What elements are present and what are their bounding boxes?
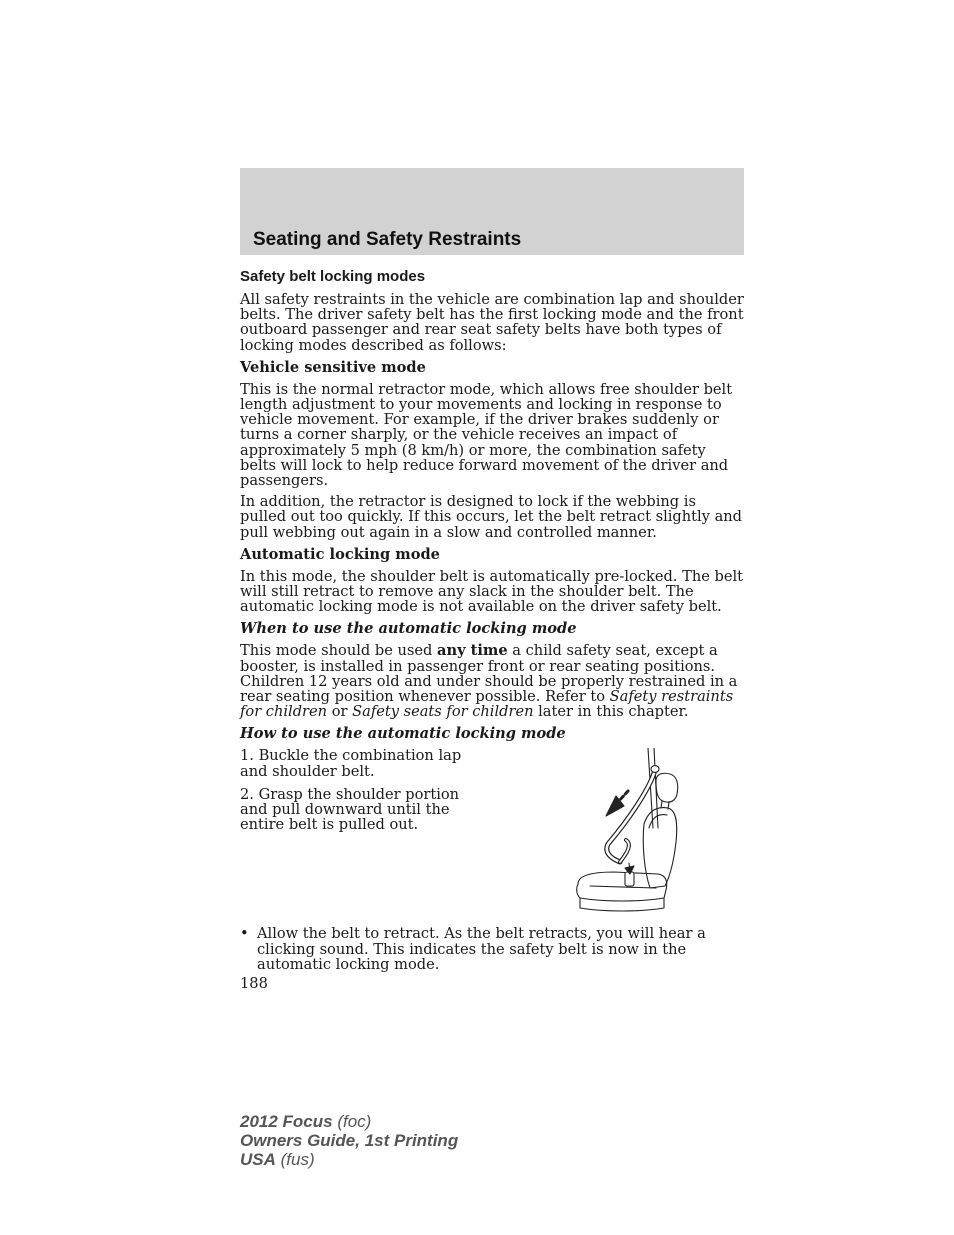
seat-belt-illustration-icon (570, 748, 690, 918)
page-content (240, 268, 744, 997)
reference-link-seats: Safety seats for children (352, 703, 534, 721)
when-to-use-heading: When to use the automatic locking mode (240, 620, 577, 638)
footer-line-1: 2012 Focus (foc) (240, 1112, 372, 1131)
vehicle-sensitive-heading: Vehicle sensitive mode (240, 358, 426, 376)
reference-link-restraints: Safety restraints for children (240, 688, 734, 721)
document-footer (240, 1112, 458, 1169)
when-to-use-paragraph: This mode should be used any time a child safety seat, except a booster, is installed in passenger front or rear seating positions. Children 12 years old and under should be properly restrained in a rear seating position whenever possible. Refer to Safety restraints for children or Safety seats for children later in this chapter. (240, 642, 738, 721)
vehicle-sensitive-paragraph-1: This is the normal retractor mode, which allows free shoulder belt length adjustment to your movements and locking in response to vehicle movement. For example, if the driver brakes suddenly or turns a corner sharply, or the vehicle receives an impact of approximately 5 mph (8 km/h) or more, the combination safety belts will lock to help reduce forward movement of the driver and passengers. (240, 380, 733, 490)
list-item: • Allow the belt to retract. As the belt retracts, you will hear a clicking sound. This indicates the safety belt is now in the automatic locking mode. (240, 925, 706, 973)
page-title: Seating and Safety Restraints (253, 229, 522, 250)
steps-with-figure (240, 748, 744, 926)
intro-paragraph: All safety restraints in the vehicle are combination lap and shoulder belts. The driver safety belt has the first locking mode and the front outboard passenger and rear seat safety belts have both types of locking modes described as follows: (240, 291, 744, 354)
footer-line-3: USA (fus) (240, 1150, 315, 1169)
bullet-icon: • (240, 925, 249, 943)
how-to-use-heading: How to use the automatic locking mode (240, 725, 566, 743)
footer-line-2: Owners Guide, 1st Printing (240, 1131, 459, 1150)
steps-list (240, 748, 484, 832)
section-heading: Safety belt locking modes (240, 268, 426, 285)
section-header-band (240, 168, 744, 255)
step-2: 2. Grasp the shoulder portion and pull downward until the entire belt is pulled out. (240, 785, 460, 834)
vehicle-sensitive-paragraph-2: In addition, the retractor is designed to lock if the webbing is pulled out too quickly. If this occurs, let the belt retract slightly and pull webbing out again in a slow and controlled manner. (240, 493, 743, 541)
page-number: 188 (240, 975, 268, 993)
step-1: 1. Buckle the combination lap and shoulder belt. (240, 747, 462, 780)
automatic-locking-paragraph: In this mode, the shoulder belt is automatically pre-locked. The belt will still retract to remove any slack in the shoulder belt. The automatic locking mode is not available on the driver safety belt. (240, 567, 744, 616)
automatic-locking-heading: Automatic locking mode (240, 545, 440, 563)
